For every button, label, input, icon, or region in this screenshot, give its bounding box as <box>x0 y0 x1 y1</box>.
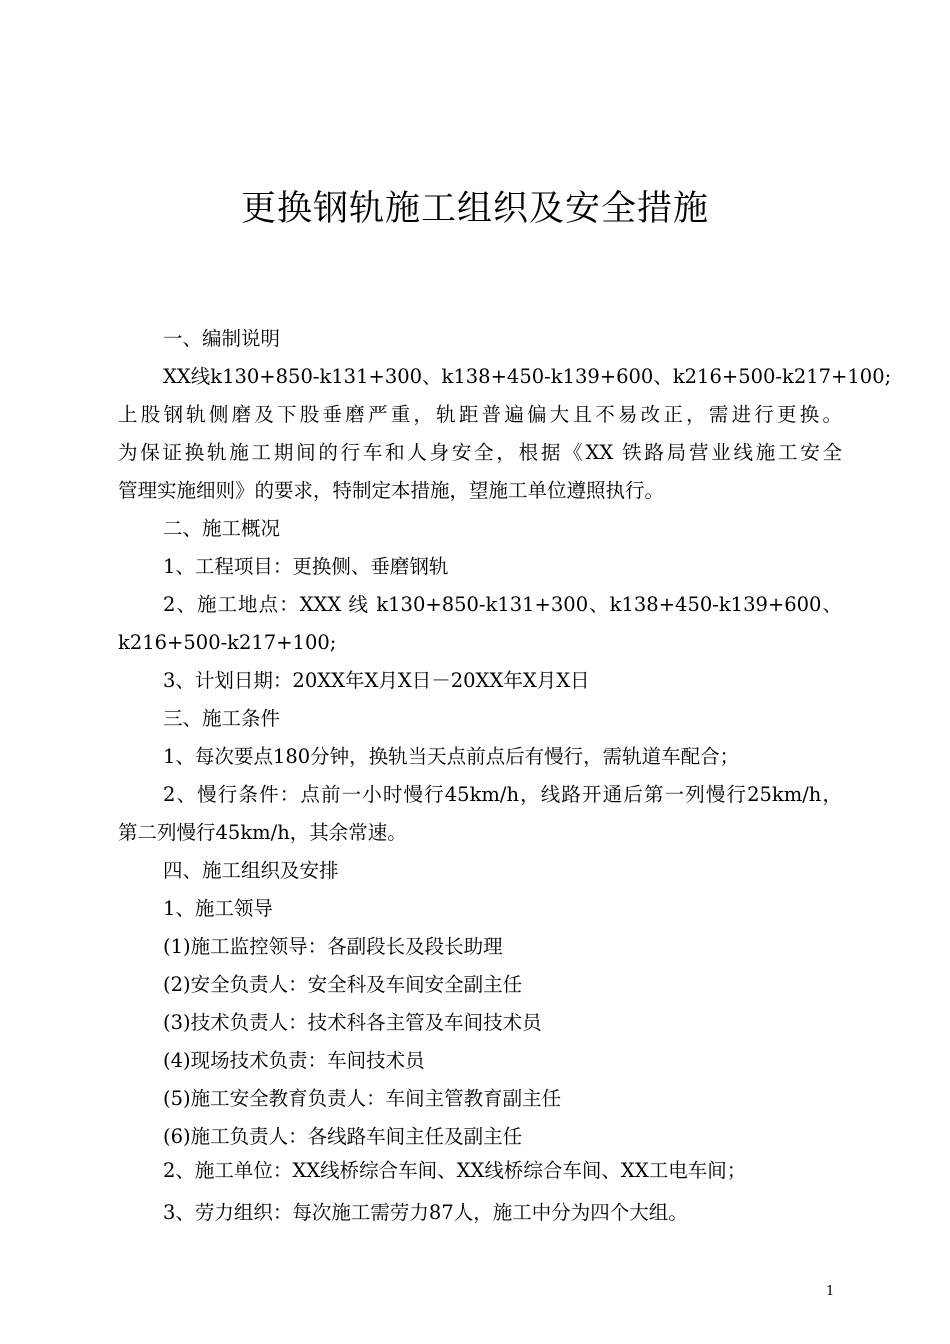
subsection-heading: 3、劳力组织：每次施工需劳力87人，施工中分为四个大组。 <box>163 1201 688 1224</box>
list-item: 2、施工地点：XXX 线 k130+850-k131+300、k138+450-k139+600、 <box>163 593 842 616</box>
list-item: (5)施工安全教育负责人：车间主管教育副主任 <box>163 1087 562 1110</box>
list-item: 3、计划日期：20XX年X月X日－20XX年X月X日 <box>163 669 590 692</box>
list-item: (3)技术负责人：技术科各主管及车间技术员 <box>163 1011 542 1034</box>
list-item: 1、每次要点180分钟，换轨当天点前点后有慢行，需轨道车配合； <box>163 745 740 768</box>
list-item: (1)施工监控领导：各副段长及段长助理 <box>163 935 503 958</box>
list-item-continuation: k216+500-k217+100; <box>118 631 337 654</box>
section-heading-4: 四、施工组织及安排 <box>163 859 339 882</box>
section-heading-2: 二、施工概况 <box>163 517 281 540</box>
page-number: 1 <box>826 1284 835 1299</box>
paragraph-line: 为保证换轨施工期间的行车和人身安全，根据《XX 铁路局营业线施工安全 <box>118 441 842 464</box>
paragraph-line: 管理实施细则》的要求，特制定本措施，望施工单位遵照执行。 <box>118 479 665 502</box>
list-item: (4)现场技术负责：车间技术员 <box>163 1049 425 1072</box>
list-item: (6)施工负责人：各线路车间主任及副主任 <box>163 1125 523 1148</box>
page-title: 更换钢轨施工组织及安全措施 <box>240 189 709 229</box>
paragraph-line: XX线k130+850-k131+300、k138+450-k139+600、k216+500-k217+100; <box>163 365 892 388</box>
section-heading-1: 一、编制说明 <box>163 327 281 350</box>
paragraph-line: 上股钢轨侧磨及下股垂磨严重，轨距普遍偏大且不易改正，需进行更换。 <box>118 403 842 426</box>
subsection-heading: 1、施工领导 <box>163 897 273 920</box>
subsection-heading: 2、施工单位：XX线桥综合车间、XX线桥综合车间、XX工电车间； <box>163 1159 747 1182</box>
list-item-continuation: 第二列慢行45km/h，其余常速。 <box>118 821 407 844</box>
list-item: 1、工程项目：更换侧、垂磨钢轨 <box>163 555 449 578</box>
list-item: 2、慢行条件：点前一小时慢行45km/h，线路开通后第一列慢行25km/h， <box>163 783 842 806</box>
section-heading-3: 三、施工条件 <box>163 707 281 730</box>
list-item: (2)安全负责人：安全科及车间安全副主任 <box>163 973 523 996</box>
